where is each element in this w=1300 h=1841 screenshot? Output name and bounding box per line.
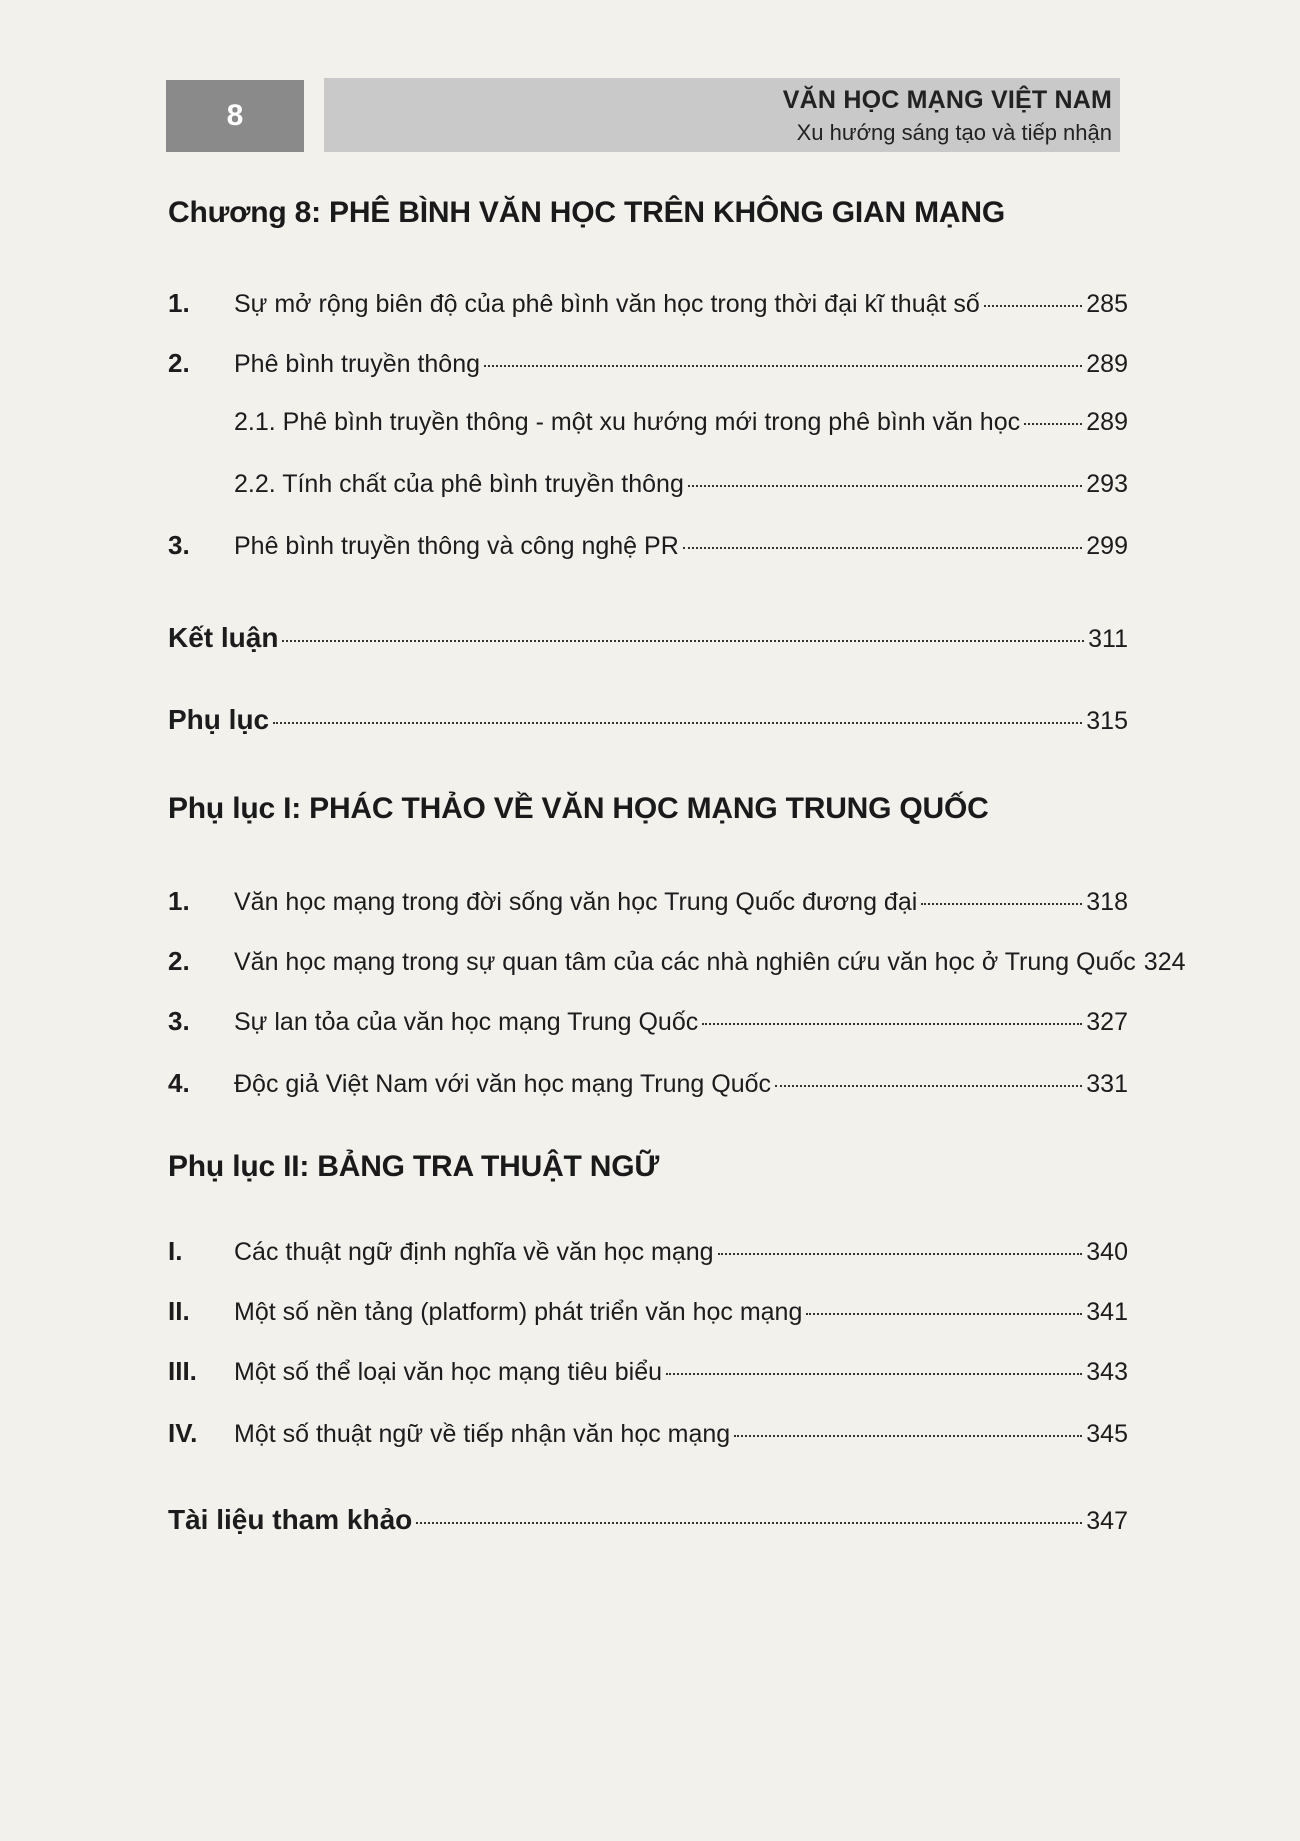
entry-title: 2.2. Tính chất của phê bình truyền thông [234, 470, 684, 498]
appendix-1-heading: Phụ lục I: PHÁC THẢO VỀ VĂN HỌC MẠNG TRUNG QUỐC [168, 792, 989, 825]
entry-title: Các thuật ngữ định nghĩa về văn học mạng [234, 1238, 714, 1266]
dot-leader [984, 305, 1082, 307]
page-number: 8 [166, 80, 304, 152]
toc-entry [168, 1236, 1128, 1276]
entry-page: 299 [1086, 532, 1128, 560]
toc-entry [168, 946, 1186, 986]
entry-number: 3. [168, 530, 190, 560]
entry-number: 1. [168, 288, 190, 318]
running-header [324, 78, 1120, 152]
dot-leader [921, 903, 1082, 905]
dot-leader [718, 1253, 1083, 1255]
entry-number: III. [168, 1356, 197, 1386]
entry-page: 293 [1086, 470, 1128, 498]
entry-page: 324 [1143, 948, 1186, 976]
dot-leader [416, 1522, 1082, 1524]
dot-leader [1024, 423, 1082, 425]
toc-entry [168, 1418, 1128, 1458]
entry-number: 2. [168, 946, 190, 976]
entry-page: 341 [1086, 1298, 1128, 1326]
entry-page: 318 [1086, 888, 1128, 916]
dot-leader [806, 1313, 1082, 1315]
entry-number: 1. [168, 886, 190, 916]
entry-number: I. [168, 1236, 183, 1266]
entry-number: II. [168, 1296, 190, 1326]
toc-entry [168, 1296, 1128, 1336]
dot-leader [282, 640, 1084, 642]
entry-page: 343 [1086, 1358, 1128, 1386]
toc-entry [168, 1068, 1128, 1108]
entry-page: 327 [1086, 1008, 1128, 1036]
entry-number: IV. [168, 1418, 198, 1448]
toc-entry-conclusion [168, 622, 1128, 662]
entry-title: Văn học mạng trong sự quan tâm của các nhà nghiên cứu văn học ở Trung Quốc [234, 948, 1136, 976]
entry-title: Phê bình truyền thông và công nghệ PR [234, 532, 679, 560]
entry-title: Sự mở rộng biên độ của phê bình văn học trong thời đại kĩ thuật số [234, 290, 980, 318]
entry-title: Sự lan tỏa của văn học mạng Trung Quốc [234, 1008, 699, 1036]
toc-entry [168, 1006, 1128, 1046]
entry-page: 331 [1086, 1070, 1128, 1098]
dot-leader [775, 1085, 1082, 1087]
entry-page: 289 [1086, 350, 1128, 378]
dot-leader [273, 722, 1082, 724]
entry-page: 315 [1086, 707, 1128, 735]
entry-title: 2.1. Phê bình truyền thông - một xu hướng mới trong phê bình văn học [234, 408, 1021, 436]
dot-leader [484, 365, 1082, 367]
entry-title: Kết luận [168, 622, 279, 653]
book-subtitle: Xu hướng sáng tạo và tiếp nhận [796, 120, 1112, 145]
toc-entry [168, 348, 1128, 388]
entry-title: Phê bình truyền thông [234, 350, 481, 378]
entry-title: Văn học mạng trong đời sống văn học Trung Quốc đương đại [234, 888, 918, 916]
entry-title: Tài liệu tham khảo [168, 1504, 413, 1535]
dot-leader [734, 1435, 1082, 1437]
entry-title: Một số nền tảng (platform) phát triển văn học mạng [234, 1298, 803, 1326]
appendix-2-heading: Phụ lục II: BẢNG TRA THUẬT NGỮ [168, 1150, 660, 1183]
dot-leader [688, 485, 1082, 487]
toc-entry [168, 886, 1128, 926]
entry-number: 2. [168, 348, 190, 378]
entry-title: Một số thuật ngữ về tiếp nhận văn học mạng [234, 1420, 731, 1448]
toc-entry-references [168, 1504, 1128, 1544]
entry-title: Một số thể loại văn học mạng tiêu biểu [234, 1358, 663, 1386]
toc-subentry [168, 470, 1128, 510]
toc-entry [168, 1356, 1128, 1396]
entry-number: 3. [168, 1006, 190, 1036]
entry-number: 4. [168, 1068, 190, 1098]
book-title: VĂN HỌC MẠNG VIỆT NAM [782, 86, 1112, 114]
toc-entry [168, 530, 1128, 570]
entry-page: 285 [1086, 290, 1128, 318]
entry-page: 340 [1086, 1238, 1128, 1266]
dot-leader [666, 1373, 1082, 1375]
toc-entry [168, 288, 1128, 328]
toc-entry-appendix [168, 704, 1128, 744]
entry-page: 347 [1086, 1507, 1128, 1535]
entry-title: Độc giả Việt Nam với văn học mạng Trung Quốc [234, 1070, 772, 1098]
chapter-8-heading: Chương 8: PHÊ BÌNH VĂN HỌC TRÊN KHÔNG GIAN MẠNG [168, 196, 1005, 229]
entry-page: 345 [1086, 1420, 1128, 1448]
toc-subentry [168, 408, 1128, 448]
dot-leader [702, 1023, 1082, 1025]
dot-leader [683, 547, 1083, 549]
entry-page: 289 [1086, 408, 1128, 436]
entry-page: 311 [1088, 625, 1128, 653]
entry-title: Phụ lục [168, 704, 270, 735]
